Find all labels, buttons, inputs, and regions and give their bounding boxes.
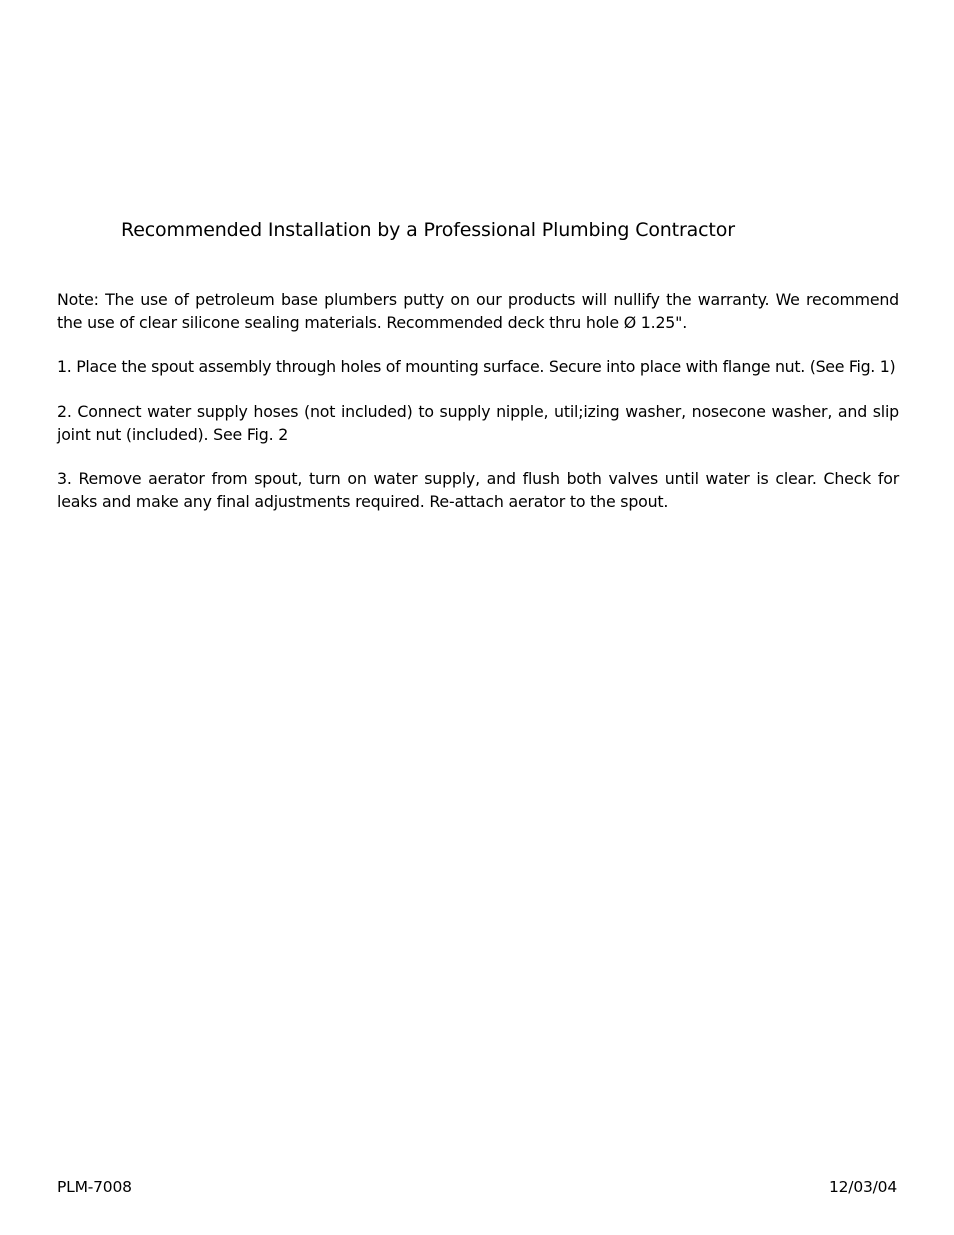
installation-step-3: 3. Remove aerator from spout, turn on water supply, and flush both valves until water is clear. Check for leaks and make any final adjustments required. Re-attach aerator to the spout. bbox=[57, 469, 899, 511]
document-code: PLM-7008 bbox=[57, 1178, 132, 1196]
page-heading: Recommended Installation by a Professional Plumbing Contractor bbox=[121, 219, 735, 241]
installation-step-2: 2. Connect water supply hoses (not included) to supply nipple, util;izing washer, nosecone washer, and slip joint nut (included). See Fig. 2 bbox=[57, 402, 899, 444]
document-date: 12/03/04 bbox=[828, 1178, 897, 1196]
warranty-note: Note: The use of petroleum base plumbers putty on our products will nullify the warranty. We recommend the use of clear silicone sealing materials. Recommended deck thru hole Ø 1.25". bbox=[57, 290, 899, 332]
installation-step-1: 1. Place the spout assembly through holes of mounting surface. Secure into place with flange nut. (See Fig. 1) bbox=[57, 357, 896, 376]
